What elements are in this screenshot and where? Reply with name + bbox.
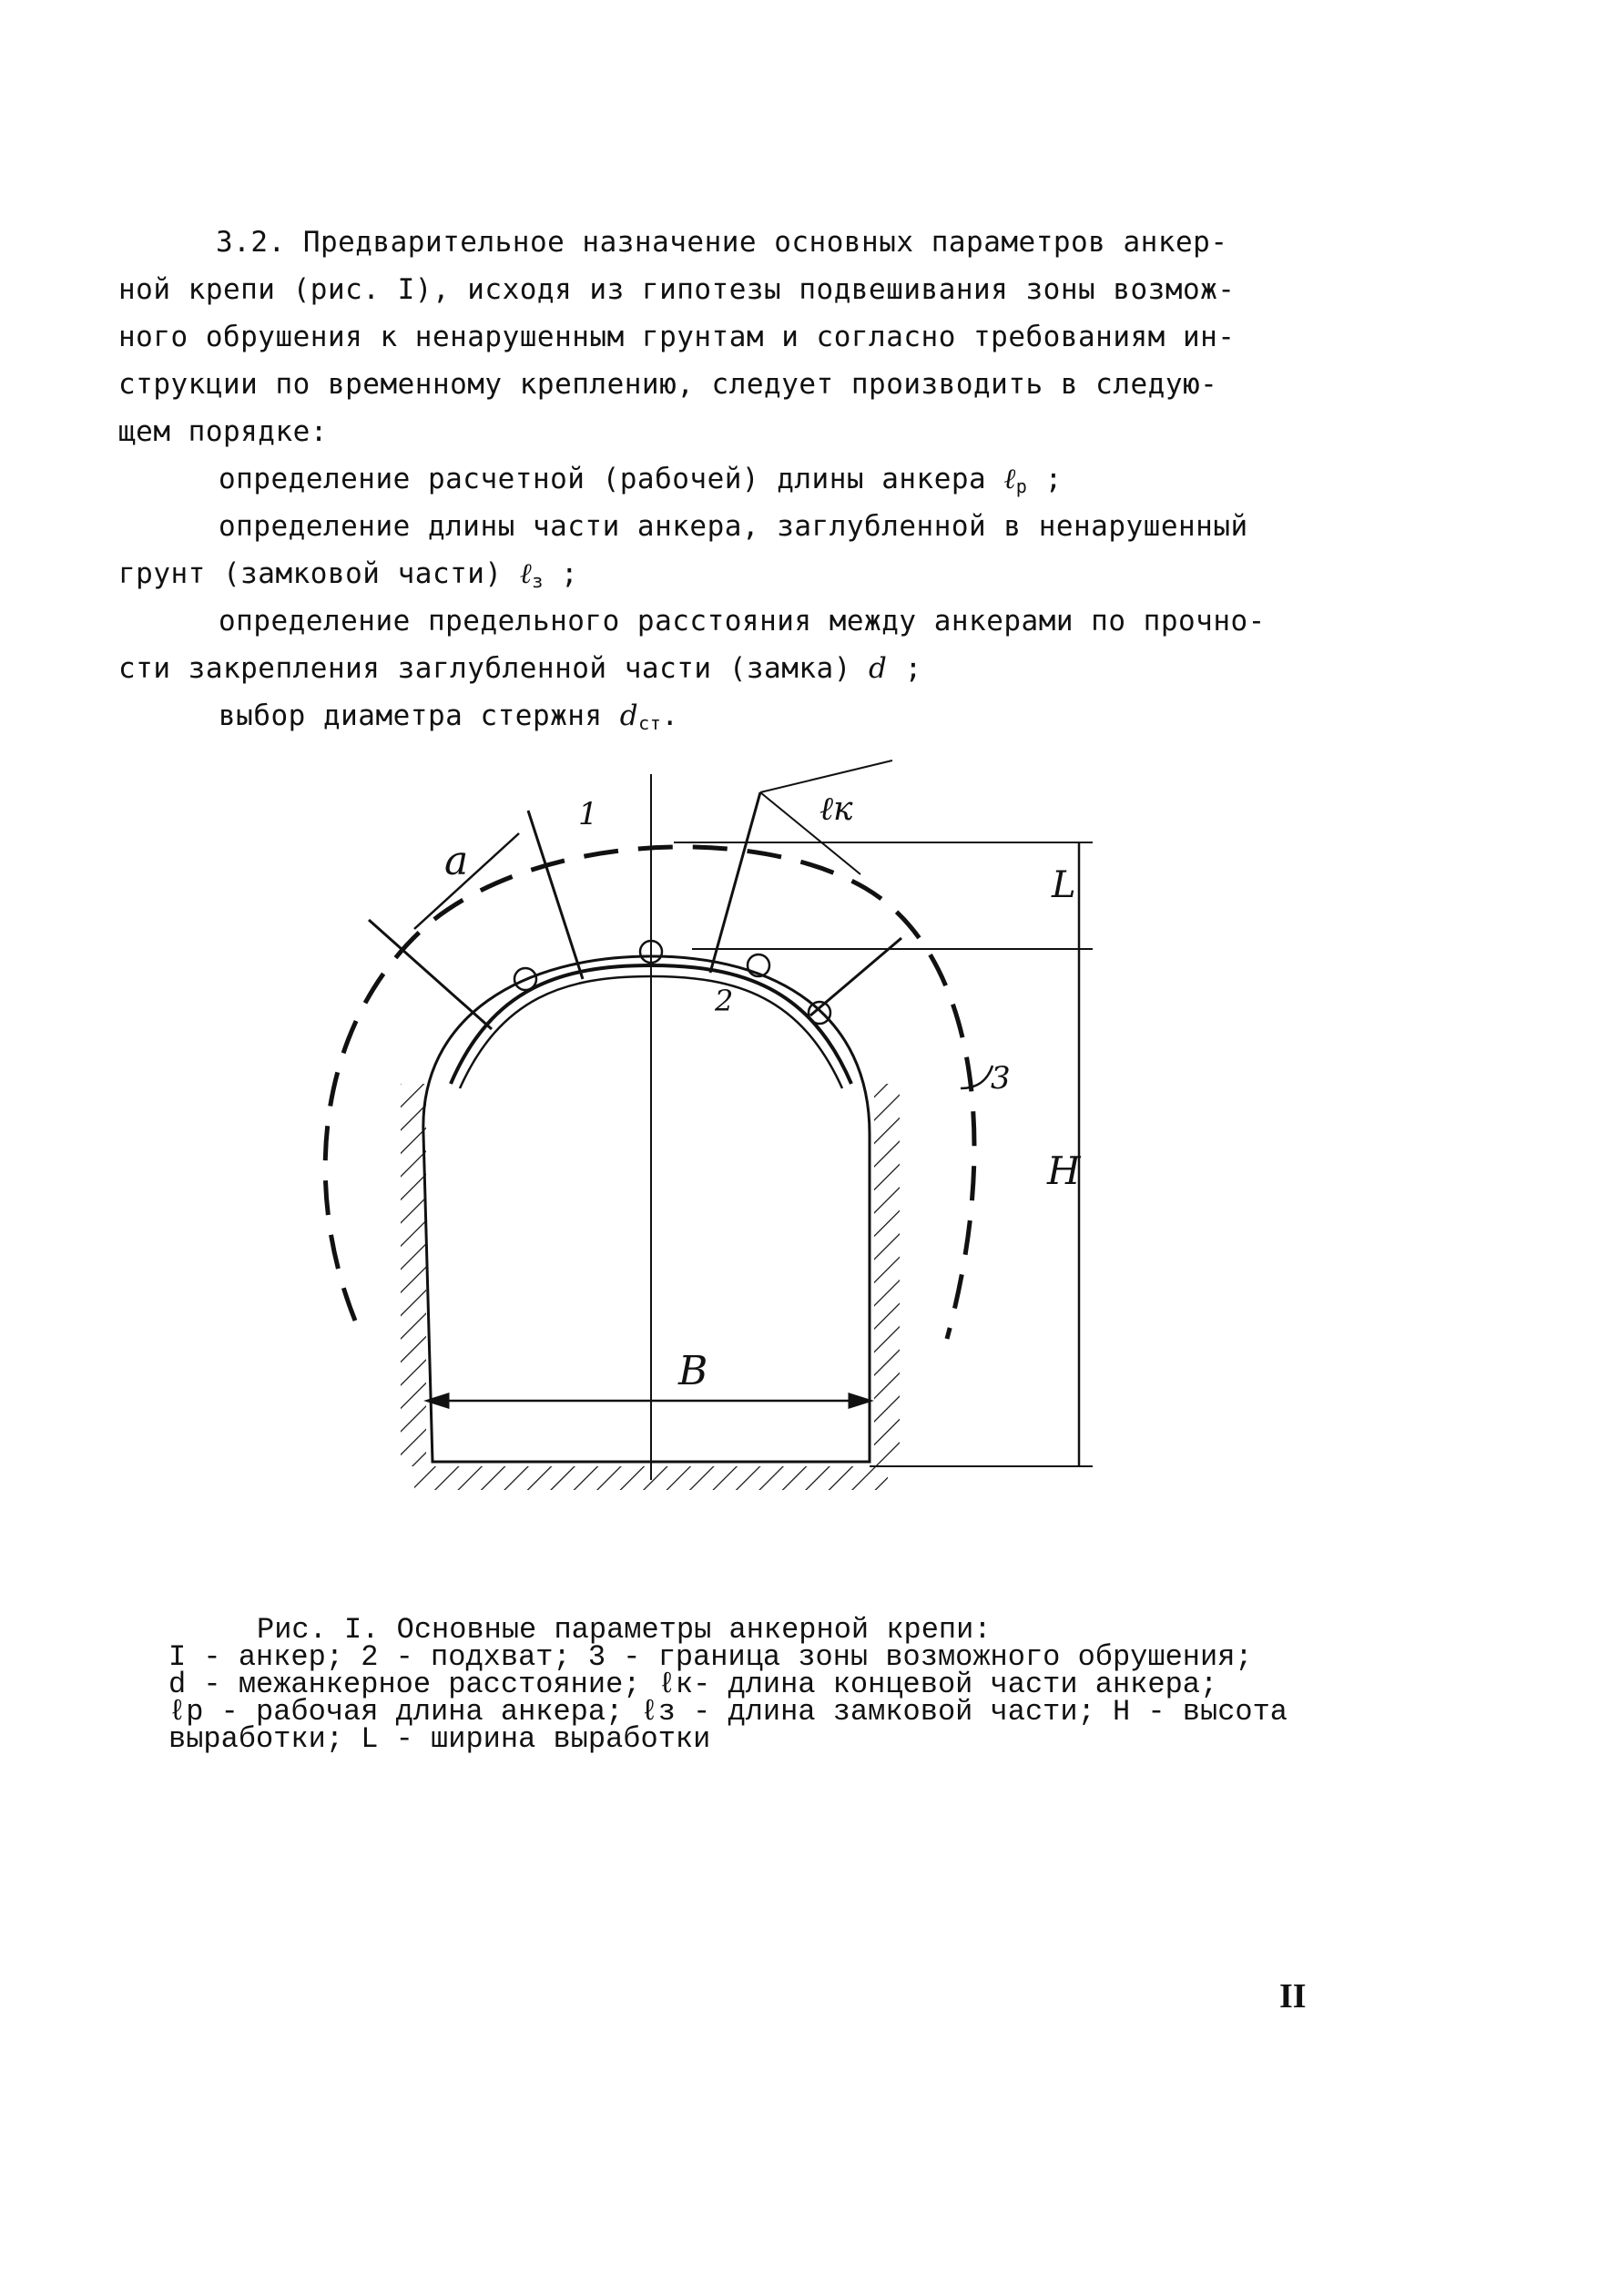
list-item-text: грунт (замковой части) <box>118 557 503 590</box>
punct: . <box>661 699 679 732</box>
paragraph-line: 3.2. Предварительное назначение основных параметров анкер- <box>216 226 1228 259</box>
rock-hatch-left <box>401 1084 426 1466</box>
paragraph-line: ной крепи (рис. I), исходя из гипотезы подвешивания зоны возмож- <box>118 273 1236 306</box>
anchor <box>710 792 760 973</box>
symbol-sub: ст <box>638 712 662 735</box>
paragraph-line: щем порядке: <box>118 415 328 448</box>
list-item-text: сти закрепления заглубленной части (замка) <box>118 652 851 685</box>
symbol-sub: з <box>532 570 544 593</box>
figure-caption-line: d - межанкерное расстояние; ℓк- длина концевой части анкера; <box>168 1668 1218 1701</box>
symbol-l: ℓ <box>1003 463 1016 495</box>
paragraph-line: определение длины части анкера, заглубленной в ненарушенный <box>219 510 1248 543</box>
list-item-text: выбор диаметра стержня <box>219 699 603 732</box>
label-lk: ℓк <box>819 791 853 828</box>
label-H: H <box>1047 1148 1081 1193</box>
symbol-l: ℓ <box>519 557 533 590</box>
figure-caption-line: ℓр - рабочая длина анкера; ℓз - длина замковой части; H - высота <box>168 1695 1288 1729</box>
figure-caption-line: выработки; L - ширина выработки <box>168 1722 711 1756</box>
punct: ; <box>904 652 922 685</box>
page-number: II <box>1279 1977 1307 2015</box>
paragraph-line: определение предельного расстояния между анкерами по прочно- <box>219 605 1266 638</box>
paragraph-line: ного обрушения к ненарушенным грунтам и согласно требованиям ин- <box>118 321 1236 353</box>
anchor-end-length <box>760 760 892 792</box>
tunnel-outline <box>423 956 870 1462</box>
symbol-sub: р <box>1015 475 1028 498</box>
symbol-d: d <box>619 699 639 732</box>
punct: ; <box>561 557 579 590</box>
paragraph-line: струкции по временному креплению, следует производить в следую- <box>118 368 1218 401</box>
label-3: 3 <box>991 1060 1011 1097</box>
list-item-text: определение расчетной (рабочей) длины анкера <box>219 463 987 495</box>
label-1: 1 <box>578 796 598 832</box>
anchor <box>369 920 492 1029</box>
symbol-d: d <box>869 652 888 685</box>
figure-caption-line: I - анкер; 2 - подхват; 3 - граница зоны возможного обрушения; <box>168 1640 1253 1674</box>
figure-caption-title: Рис. I. Основные параметры анкерной крепи: <box>257 1613 992 1647</box>
label-B: B <box>678 1348 708 1394</box>
punct: ; <box>1044 463 1063 495</box>
leader-line <box>961 1066 992 1088</box>
label-2: 2 <box>715 984 734 1018</box>
arrow <box>850 1394 870 1407</box>
anchor <box>528 811 583 979</box>
label-L: L <box>1052 864 1076 906</box>
rock-hatch-right <box>874 1084 900 1466</box>
label-a: a <box>444 838 469 884</box>
